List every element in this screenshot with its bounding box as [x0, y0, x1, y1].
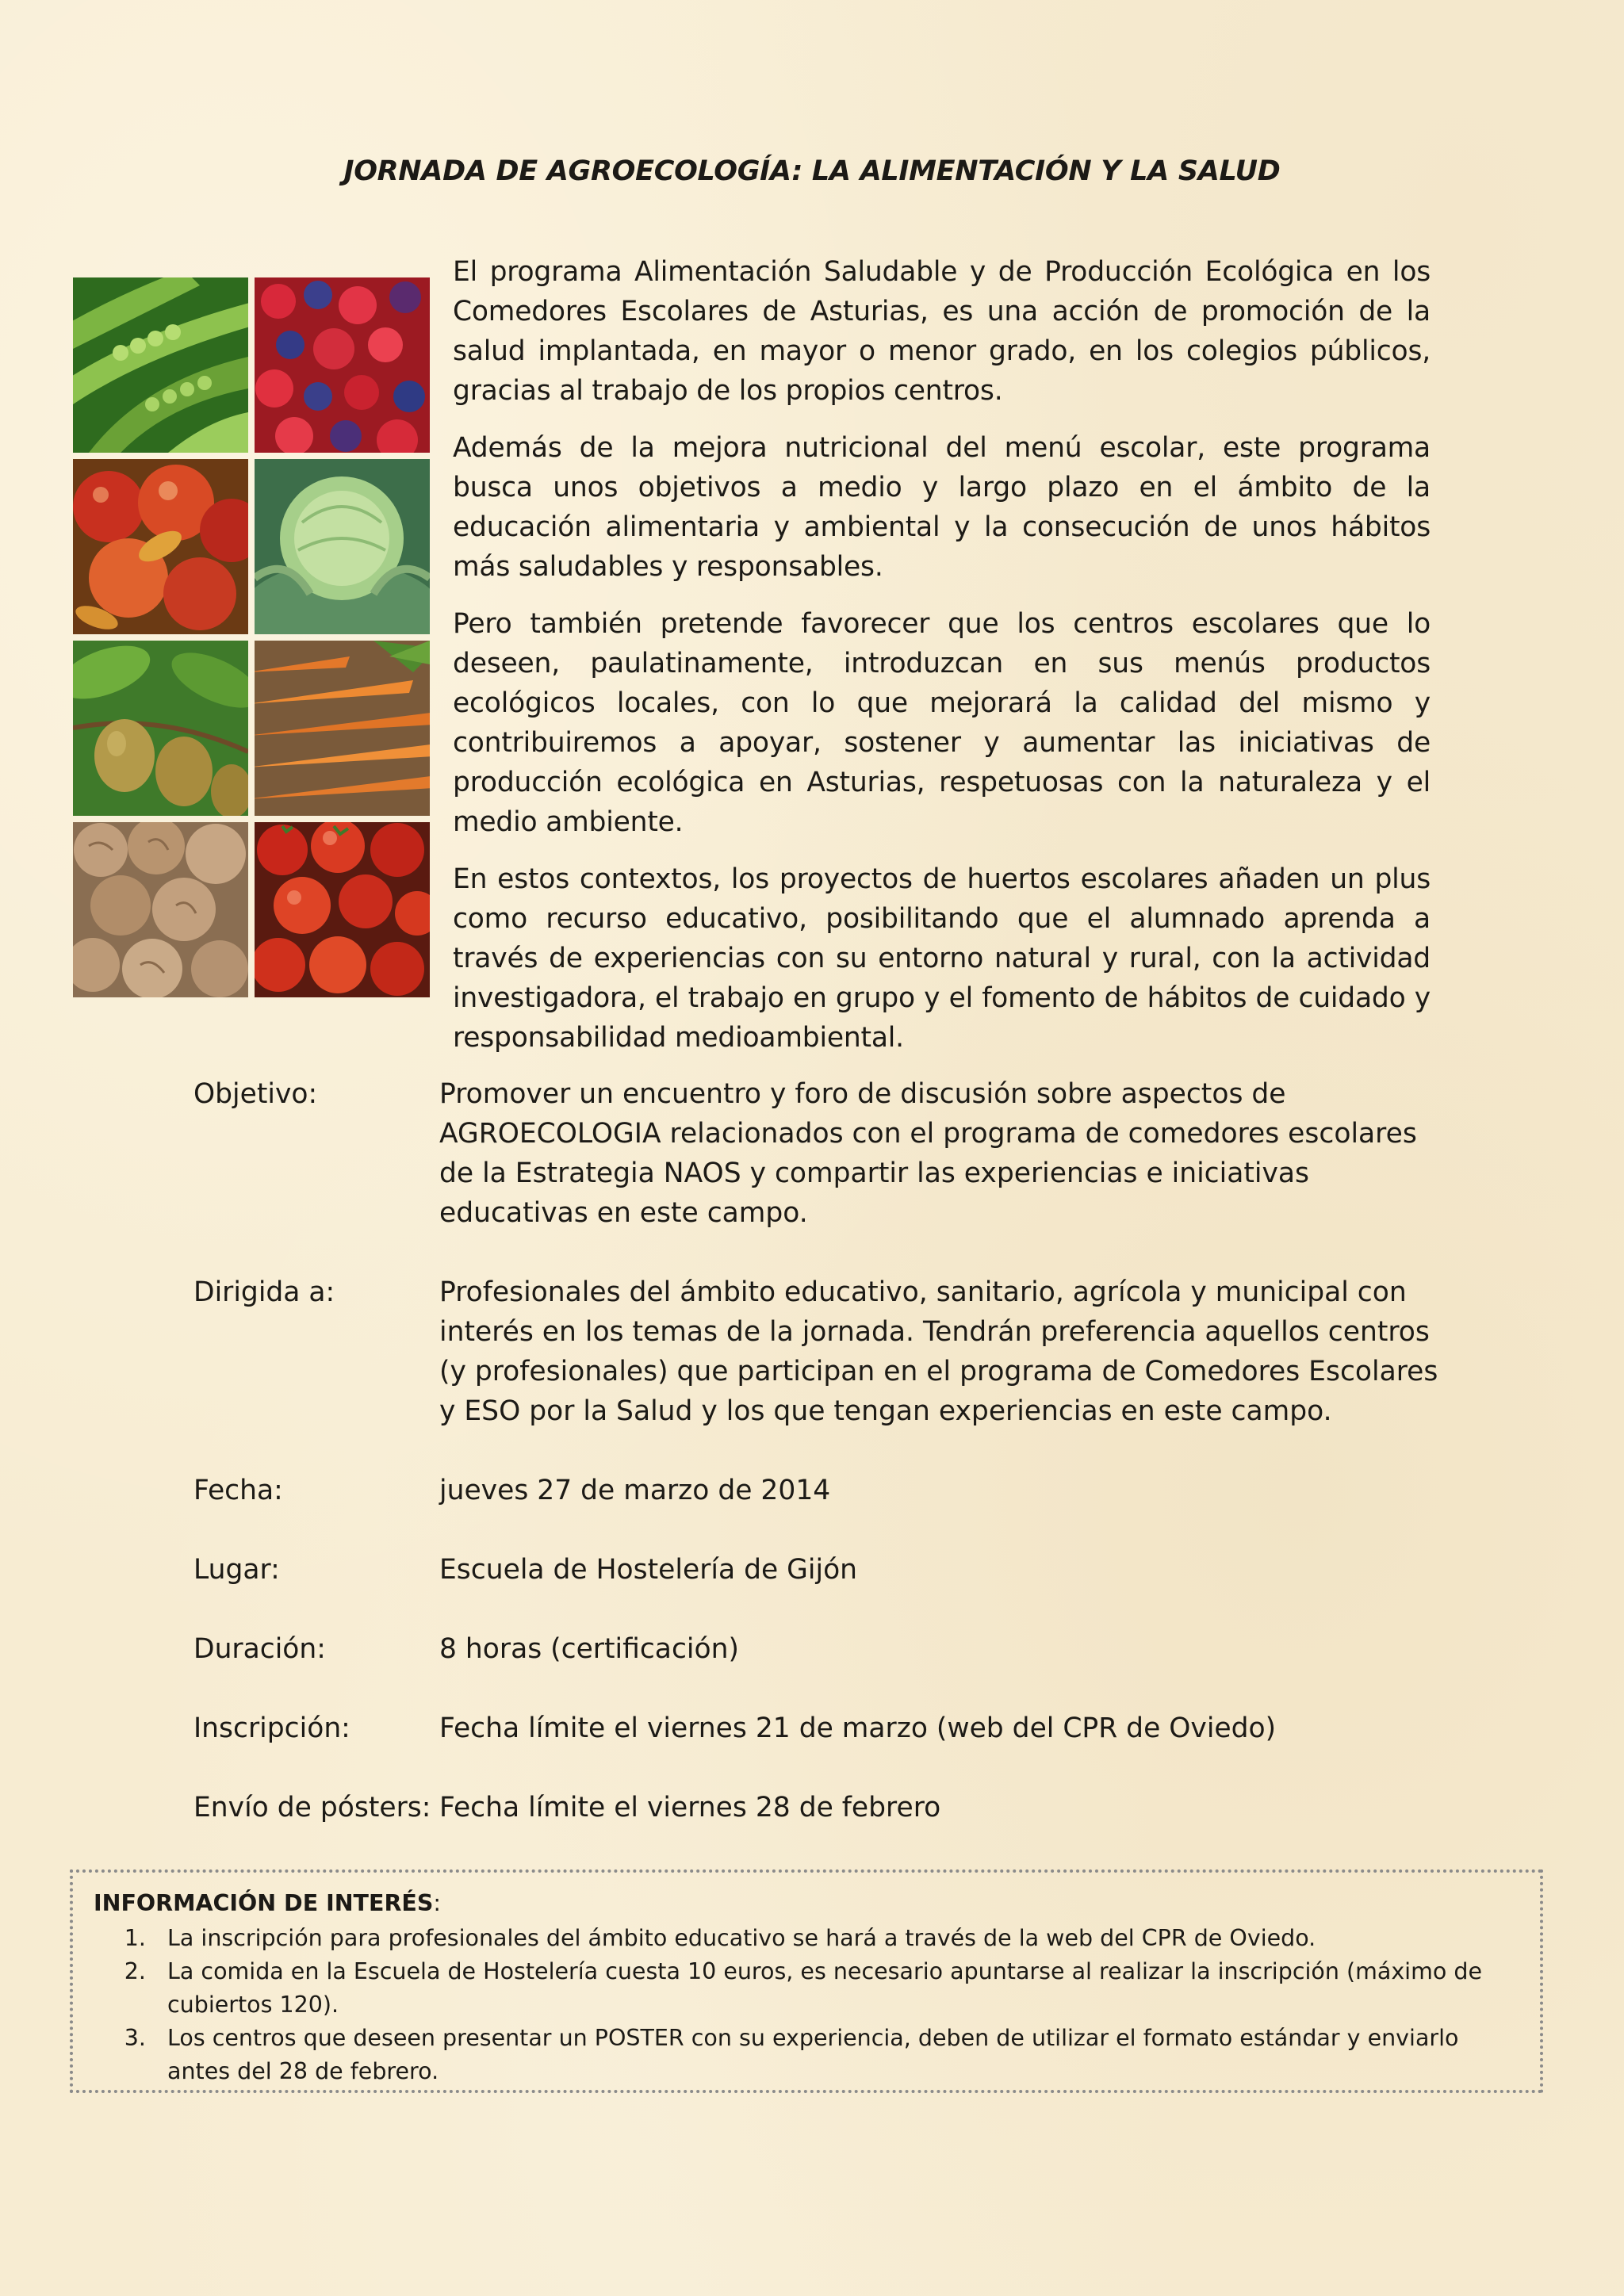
detail-label: Inscripción: — [193, 1712, 350, 1744]
event-details — [193, 1074, 1446, 1867]
tomatoes-photo — [255, 822, 430, 997]
apples-photo — [73, 459, 248, 634]
detail-value: Escuela de Hostelería de Gijón — [439, 1554, 858, 1586]
detail-label: Objetivo: — [193, 1078, 318, 1110]
list-text: Los centros que deseen presentar un POSTER con su experiencia, deben de utilizar el formato estándar y enviarlo antes del 28 de febrero. — [167, 2025, 1459, 2084]
detail-value: Promover un encuentro y foro de discusión sobre aspectos de AGROECOLOGIA relacionados con el programa de comedores escolares de la Estrategia NAOS y compartir las experiencias e iniciativas educativas en este campo. — [439, 1078, 1417, 1229]
produce-photo-grid — [73, 277, 430, 999]
list-number: 3. — [124, 2025, 146, 2051]
list-item — [94, 2022, 1519, 2088]
detail-duracion — [193, 1629, 1446, 1669]
intro-paragraph: El programa Alimentación Saludable y de Producción Ecológica en los Comedores Escolares de Asturias, es una acción de promoción de la salud implantada, en mayor o menor grado, en los colegios públicos, gracias al trabajo de los propios centros. — [453, 256, 1431, 407]
detail-objetivo — [193, 1074, 1446, 1233]
detail-value: 8 horas (certificación) — [439, 1633, 739, 1665]
list-item — [94, 1922, 1519, 1955]
detail-value: Fecha límite el viernes 21 de marzo (web del CPR de Oviedo) — [439, 1712, 1277, 1744]
detail-label: Fecha: — [193, 1475, 283, 1506]
detail-value: Fecha límite el viernes 28 de febrero — [439, 1792, 941, 1823]
list-text: La comida en la Escuela de Hostelería cuesta 10 euros, es necesario apuntarse al realizar la inscripción (máximo de cubiertos 120). — [167, 1958, 1482, 2018]
berries-photo — [255, 277, 430, 453]
detail-value: Profesionales del ámbito educativo, sanitario, agrícola y municipal con interés en los temas de la jornada. Tendrán preferencia aquellos centros (y profesionales) que participan en el programa de Comedores Escolares y ESO por la Salud y los que tengan experiencias en este campo. — [439, 1276, 1438, 1427]
carrots-photo — [255, 641, 430, 816]
intro-paragraph: Además de la mejora nutricional del menú escolar, este programa busca unos objetivos a medio y largo plazo en el ámbito de la educación alimentaria y ambiental y la consecución de unos hábitos más saludables y responsables. — [453, 432, 1431, 583]
walnuts-photo — [73, 822, 248, 997]
cabbage-photo — [255, 459, 430, 634]
detail-inscripcion — [193, 1709, 1446, 1748]
detail-label: Envío de pósters: — [193, 1792, 431, 1823]
info-box — [70, 1869, 1543, 2093]
info-heading-colon: : — [433, 1890, 441, 1916]
info-heading: INFORMACIÓN DE INTERÉS — [94, 1890, 434, 1916]
detail-lugar — [193, 1550, 1446, 1590]
detail-label: Duración: — [193, 1633, 326, 1665]
info-heading-line — [94, 1887, 1519, 1920]
info-list — [94, 1922, 1519, 2088]
list-number: 1. — [124, 1925, 146, 1951]
peas-photo — [73, 277, 248, 453]
detail-dirigida — [193, 1272, 1446, 1431]
list-number: 2. — [124, 1958, 146, 1984]
intro-paragraph: En estos contextos, los proyectos de huertos escolares añaden un plus como recurso educativo, posibilitando que el alumnado aprenda a través de experiencias con su entorno natural y rural, con la actividad investigadora, el trabajo en grupo y el fomento de hábitos de cuidado y responsabilidad medioambiental. — [453, 863, 1431, 1054]
detail-value: jueves 27 de marzo de 2014 — [439, 1475, 831, 1506]
kiwi-photo — [73, 641, 248, 816]
detail-fecha — [193, 1471, 1446, 1510]
list-item — [94, 1955, 1519, 2022]
detail-label: Dirigida a: — [193, 1276, 335, 1308]
intro-text — [453, 252, 1431, 1075]
list-text: La inscripción para profesionales del ámbito educativo se hará a través de la web del CPR de Oviedo. — [167, 1925, 1316, 1951]
detail-envio-posters — [193, 1788, 1446, 1827]
page-title: JORNADA DE AGROECOLOGÍA: LA ALIMENTACIÓN Y LA SALUD — [343, 155, 1281, 187]
intro-paragraph: Pero también pretende favorecer que los centros escolares que lo deseen, paulatinamente, introduzcan en sus menús productos ecológicos locales, con lo que mejorará la calidad del mismo y contribuiremos a apoyar, sostener y aumentar las iniciativas de producción ecológica en Asturias, respetuosas con la naturaleza y el medio ambiente. — [453, 608, 1431, 838]
detail-label: Lugar: — [193, 1554, 280, 1586]
